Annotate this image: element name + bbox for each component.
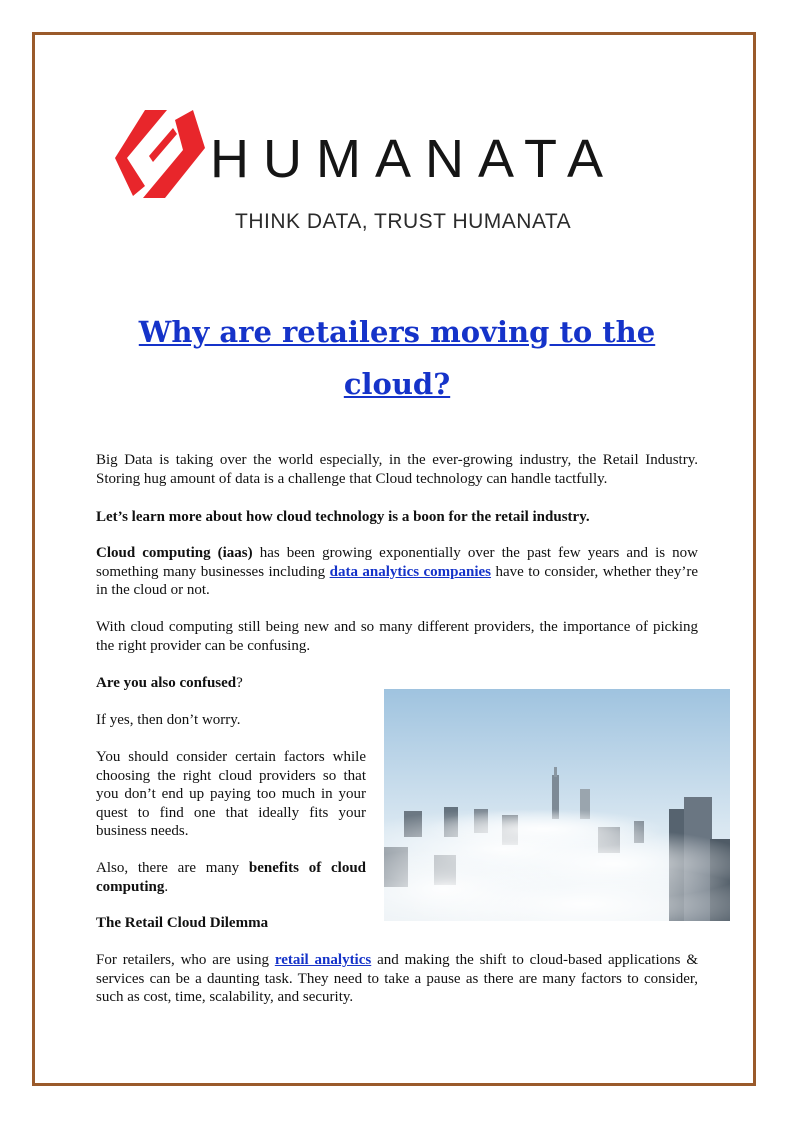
retailers-text-a: For retailers, who are using [96, 952, 275, 968]
section-heading-retail-cloud-dilemma: The Retail Cloud Dilemma [96, 915, 269, 931]
paragraph-cloud-computing [96, 544, 698, 600]
paragraph-lead: Let’s learn more about how cloud technology is a boon for the retail industry. [96, 509, 590, 525]
cloud-computing-bold: Cloud computing (iaas) [96, 545, 253, 561]
benefits-bold: benefits of cloud computing [96, 860, 367, 895]
humanata-mark-icon [115, 98, 205, 208]
paragraph-factors: You should consider certain factors while choosing the right cloud providers so that you don’t end up paying too much in your quest to find one that ideally fits your business needs. [96, 749, 366, 839]
city-above-clouds-image [384, 689, 730, 921]
cloud-computing-text-b: have to consider, whether they’re in the cloud or not. [96, 563, 698, 598]
logo-wordmark: HUMANATA [210, 129, 617, 189]
confused-bold: Are you also confused [96, 675, 237, 691]
paragraph-intro: Big Data is taking over the world especially, in the ever-growing industry, the Retail Industry. Storing hug amount of data is a challenge that Cloud technology can handle tactfully. [96, 452, 698, 487]
paragraph-providers: With cloud computing still being new and so many different providers, the importance of picking the right provider can be confusing. [96, 619, 698, 654]
paragraph-dont-worry: If yes, then don’t worry. [96, 712, 241, 728]
data-analytics-companies-link[interactable]: data analytics companies [329, 563, 492, 580]
logo-tagline: THINK DATA, TRUST HUMANATA [235, 210, 572, 233]
paragraph-retailers [96, 951, 698, 1007]
confused-question-mark: ? [236, 675, 243, 691]
page-title: Why are retailers moving to the cloud? [138, 315, 656, 401]
paragraph-benefits [96, 859, 366, 896]
retailers-text-b: and making the shift to cloud-based applications & services can be a daunting task. They need to take a pause as there are many factors to consider, such as cost, time, scalability, and security. [96, 952, 699, 1005]
benefits-end: . [164, 878, 169, 895]
benefits-text: Also, there are many [96, 860, 249, 876]
retail-analytics-link[interactable]: retail analytics [274, 952, 372, 968]
cloud-computing-text-a: has been growing exponentially over the past few years and is now something many businesses including [96, 545, 699, 580]
humanata-logo [115, 98, 670, 246]
